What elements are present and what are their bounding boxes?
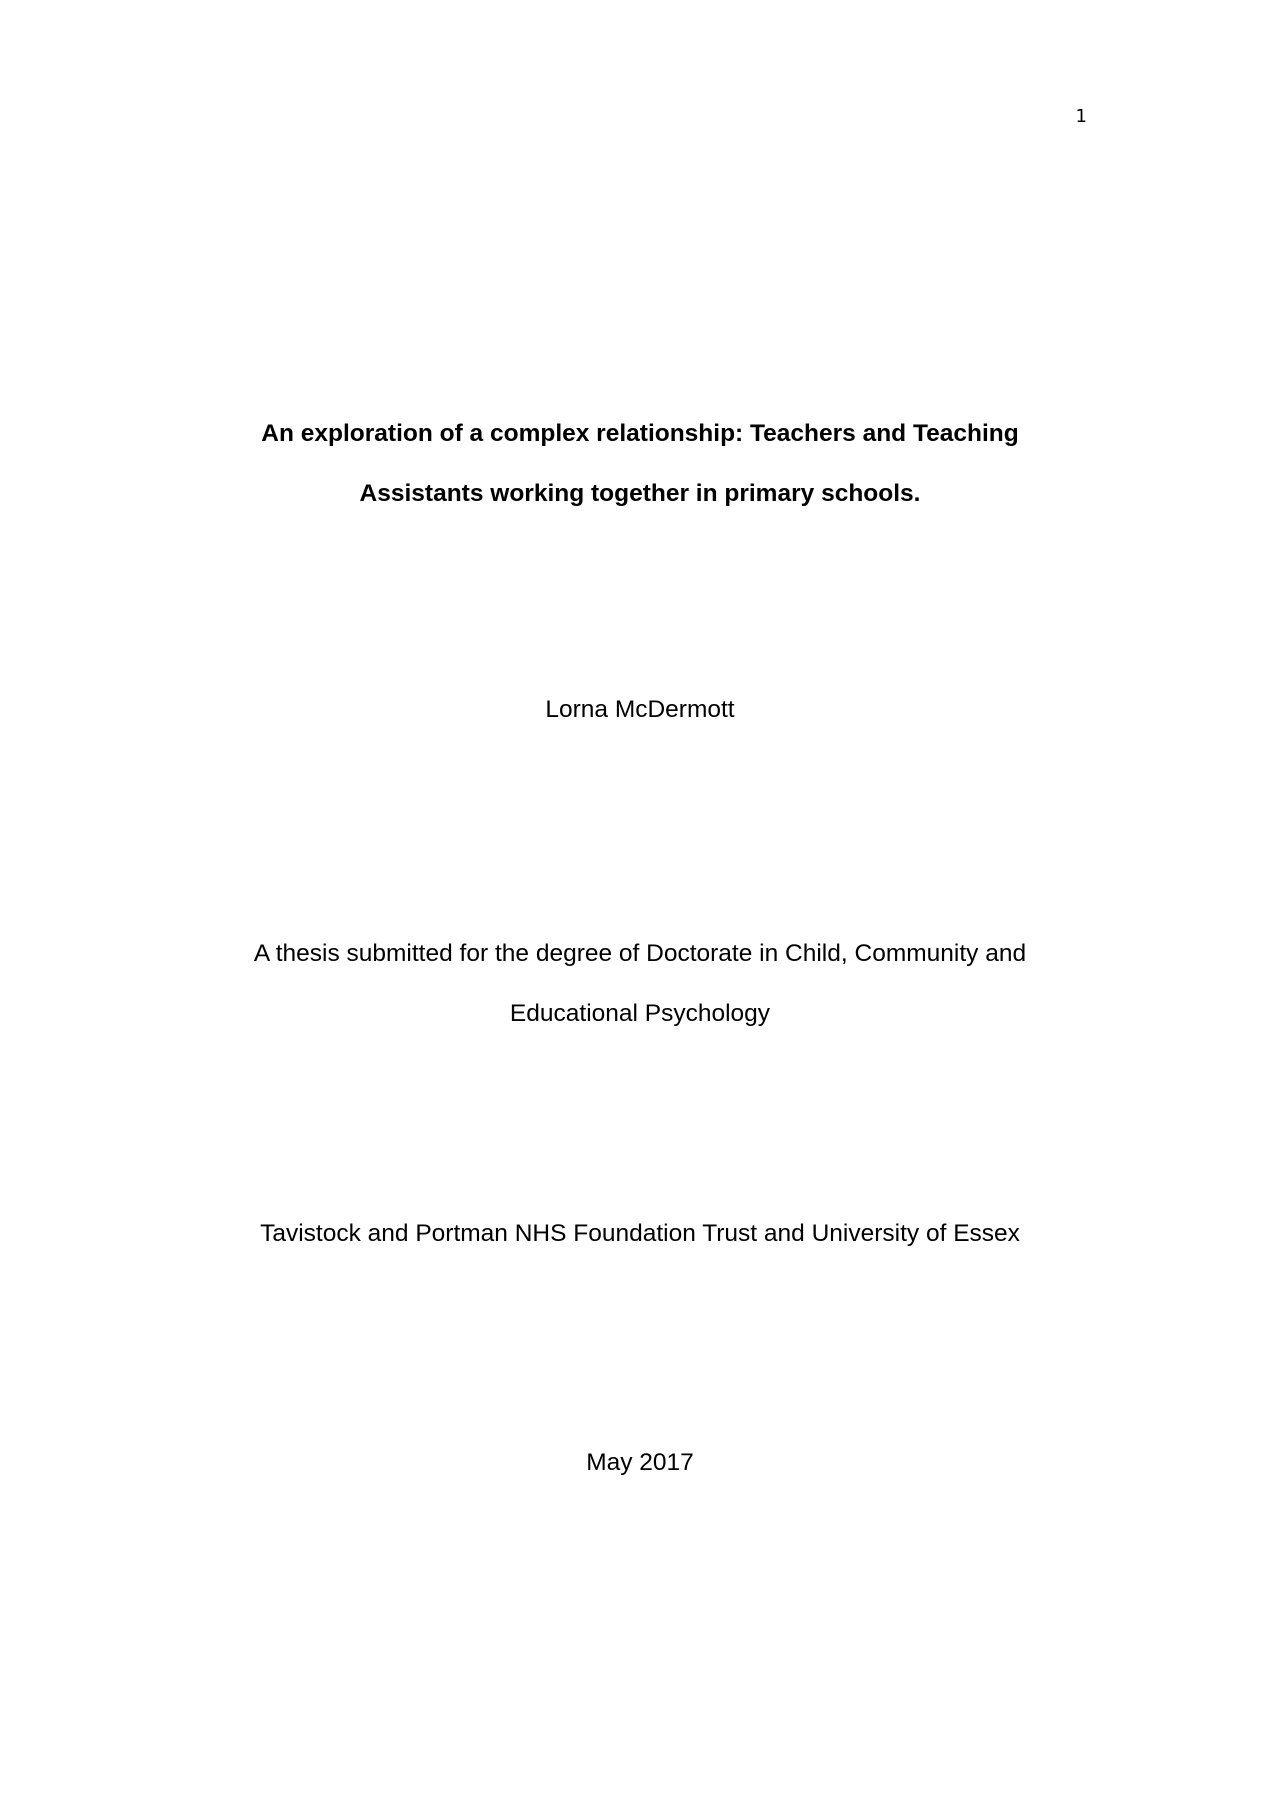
author-name: Lorna McDermott (545, 696, 735, 723)
thesis-title-line-1: An exploration of a complex relationship: Teachers and Teaching (261, 420, 1019, 447)
degree-statement-line-1: A thesis submitted for the degree of Doctorate in Child, Community and (253, 940, 1027, 967)
institution: Tavistock and Portman NHS Foundation Trust and University of Essex (260, 1220, 1020, 1247)
degree-statement-line-2: Educational Psychology (509, 1000, 771, 1027)
thesis-title (0, 404, 1280, 524)
thesis-title-line-2: Assistants working together in primary schools. (359, 480, 921, 507)
page-number: 1 (1075, 106, 1087, 127)
degree-statement (0, 924, 1280, 1044)
submission-date: May 2017 (586, 1449, 694, 1476)
